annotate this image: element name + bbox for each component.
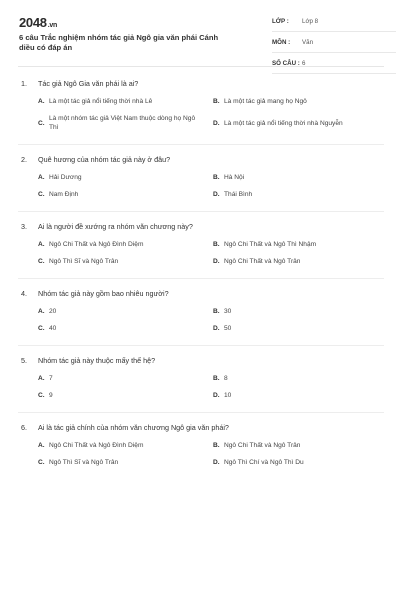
question-text: [18, 222, 384, 232]
question-number: 4.: [21, 289, 27, 298]
question-text: [18, 289, 384, 299]
option-text: Ngô Chi Thất và Ngô Đình Diệm: [49, 241, 144, 248]
question-number: 3.: [21, 222, 27, 231]
question-text: [18, 423, 384, 433]
option-text: 10: [224, 392, 232, 399]
option-c[interactable]: [18, 391, 201, 400]
option-text: Là một tác giả mang họ Ngô: [224, 98, 307, 105]
question-number: 5.: [21, 356, 27, 365]
question-text: [18, 79, 384, 89]
logo-tld: .vn: [47, 22, 57, 29]
meta-label: MÔN :: [272, 39, 291, 46]
option-b[interactable]: [201, 374, 384, 383]
meta-label: SỐ CÂU :: [272, 60, 300, 67]
question-text: [18, 155, 384, 165]
option-b[interactable]: [201, 307, 384, 316]
option-text: 9: [49, 392, 53, 399]
question-number: 2.: [21, 155, 27, 164]
option-c[interactable]: [18, 114, 201, 132]
option-a[interactable]: [18, 240, 201, 249]
option-text: 40: [49, 325, 57, 332]
options: [18, 173, 384, 199]
option-text: Ngô Chi Thất và Ngô Đình Diệm: [49, 442, 144, 449]
option-text: Ngô Thì Sĩ và Ngô Trân: [49, 459, 119, 466]
option-text: Ngô Thì Sĩ và Ngô Trân: [49, 258, 119, 265]
question-stem: Ai là tác giả chính của nhóm văn chương Ngô gia văn phái?: [38, 423, 229, 432]
question-5: [18, 356, 384, 413]
question-3: [18, 222, 384, 279]
option-b[interactable]: [201, 173, 384, 182]
option-letter: C.: [38, 191, 45, 198]
option-letter: B.: [213, 241, 220, 248]
question-2: [18, 155, 384, 212]
meta-row-subject: [272, 36, 396, 53]
question-stem: Quê hương của nhóm tác giả này ở đâu?: [38, 155, 171, 164]
option-b[interactable]: [201, 441, 384, 450]
option-d[interactable]: [201, 114, 384, 132]
option-letter: B.: [213, 375, 220, 382]
option-letter: D.: [213, 459, 220, 466]
question-number: 1.: [21, 79, 27, 88]
question-stem: Tác giả Ngô Gia văn phái là ai?: [38, 79, 139, 88]
question-number: 6.: [21, 423, 27, 432]
option-letter: A.: [38, 174, 45, 181]
option-c[interactable]: [18, 324, 201, 333]
option-letter: A.: [38, 308, 45, 315]
option-d[interactable]: [201, 190, 384, 199]
option-text: Ngô Chi Thất và Ngô Thì Nhậm: [224, 241, 317, 248]
option-letter: C.: [38, 119, 45, 127]
meta-row-count: [272, 57, 396, 74]
option-letter: A.: [38, 375, 45, 382]
logo-main: 2048: [19, 15, 47, 30]
option-a[interactable]: [18, 97, 201, 106]
meta-value: Văn: [302, 39, 314, 46]
option-text: 20: [49, 308, 57, 315]
option-letter: A.: [38, 442, 45, 449]
page-title: 6 câu Trắc nghiệm nhóm tác giả Ngô gia văn phái Cánh diều có đáp án: [19, 33, 219, 52]
option-letter: C.: [38, 392, 45, 399]
option-text: Ngô Chi Thất và Ngô Trân: [224, 442, 301, 449]
options: [18, 441, 384, 467]
option-text: Là một tác giả nổi tiếng thời nhà Lê: [49, 98, 153, 105]
options: [18, 307, 384, 333]
meta-row-class: [272, 15, 396, 32]
options: [18, 374, 384, 400]
meta-value: Lớp 8: [302, 18, 319, 25]
question-text: [18, 356, 384, 366]
option-c[interactable]: [18, 190, 201, 199]
option-text: Hà Nội: [224, 174, 245, 181]
site-logo[interactable]: [19, 15, 57, 30]
option-text: Ngô Thì Chí và Ngô Thì Du: [224, 459, 304, 466]
option-letter: D.: [213, 119, 220, 127]
option-c[interactable]: [18, 458, 201, 467]
option-text: Là một tác giả nổi tiếng thời nhà Nguyễn: [224, 119, 343, 127]
option-text: Thái Bình: [224, 191, 253, 198]
question-stem: Nhóm tác giả này gồm bao nhiêu người?: [38, 289, 169, 298]
options: [18, 97, 384, 132]
option-letter: D.: [213, 325, 220, 332]
option-letter: C.: [38, 459, 45, 466]
option-text: Nam Định: [49, 191, 79, 198]
option-letter: C.: [38, 325, 45, 332]
option-letter: D.: [213, 191, 220, 198]
option-text: Ngô Chi Thất và Ngô Trân: [224, 258, 301, 265]
option-d[interactable]: [201, 391, 384, 400]
question-stem: Ai là người đề xướng ra nhóm văn chương này?: [38, 222, 193, 231]
option-letter: B.: [213, 174, 220, 181]
option-letter: C.: [38, 258, 45, 265]
meta-info: [272, 15, 396, 78]
option-d[interactable]: [201, 458, 384, 467]
option-letter: B.: [213, 98, 220, 105]
option-a[interactable]: [18, 307, 201, 316]
option-text: Là một nhóm tác giả Việt Nam thuộc dòng họ Ngô Thì: [49, 115, 196, 131]
page-header: [18, 0, 384, 67]
question-6: [18, 423, 384, 479]
option-d[interactable]: [201, 324, 384, 333]
option-b[interactable]: [201, 240, 384, 249]
option-text: Hải Dương: [49, 174, 82, 181]
option-c[interactable]: [18, 257, 201, 266]
option-letter: A.: [38, 241, 45, 248]
option-letter: D.: [213, 258, 220, 265]
option-letter: B.: [213, 442, 220, 449]
option-text: 50: [224, 325, 232, 332]
option-a[interactable]: [18, 173, 201, 182]
option-a[interactable]: [18, 374, 201, 383]
option-a[interactable]: [18, 441, 201, 450]
options: [18, 240, 384, 266]
question-1: [18, 79, 384, 145]
meta-label: LỚP :: [272, 18, 289, 25]
option-letter: A.: [38, 98, 45, 105]
option-letter: B.: [213, 308, 220, 315]
option-d[interactable]: [201, 257, 384, 266]
option-text: 30: [224, 308, 232, 315]
option-b[interactable]: [201, 97, 384, 106]
option-text: 7: [49, 375, 53, 382]
meta-value: 6: [302, 60, 306, 67]
option-letter: D.: [213, 392, 220, 399]
option-text: 8: [224, 375, 228, 382]
question-stem: Nhóm tác giả này thuộc mấy thế hệ?: [38, 356, 156, 365]
question-4: [18, 289, 384, 346]
